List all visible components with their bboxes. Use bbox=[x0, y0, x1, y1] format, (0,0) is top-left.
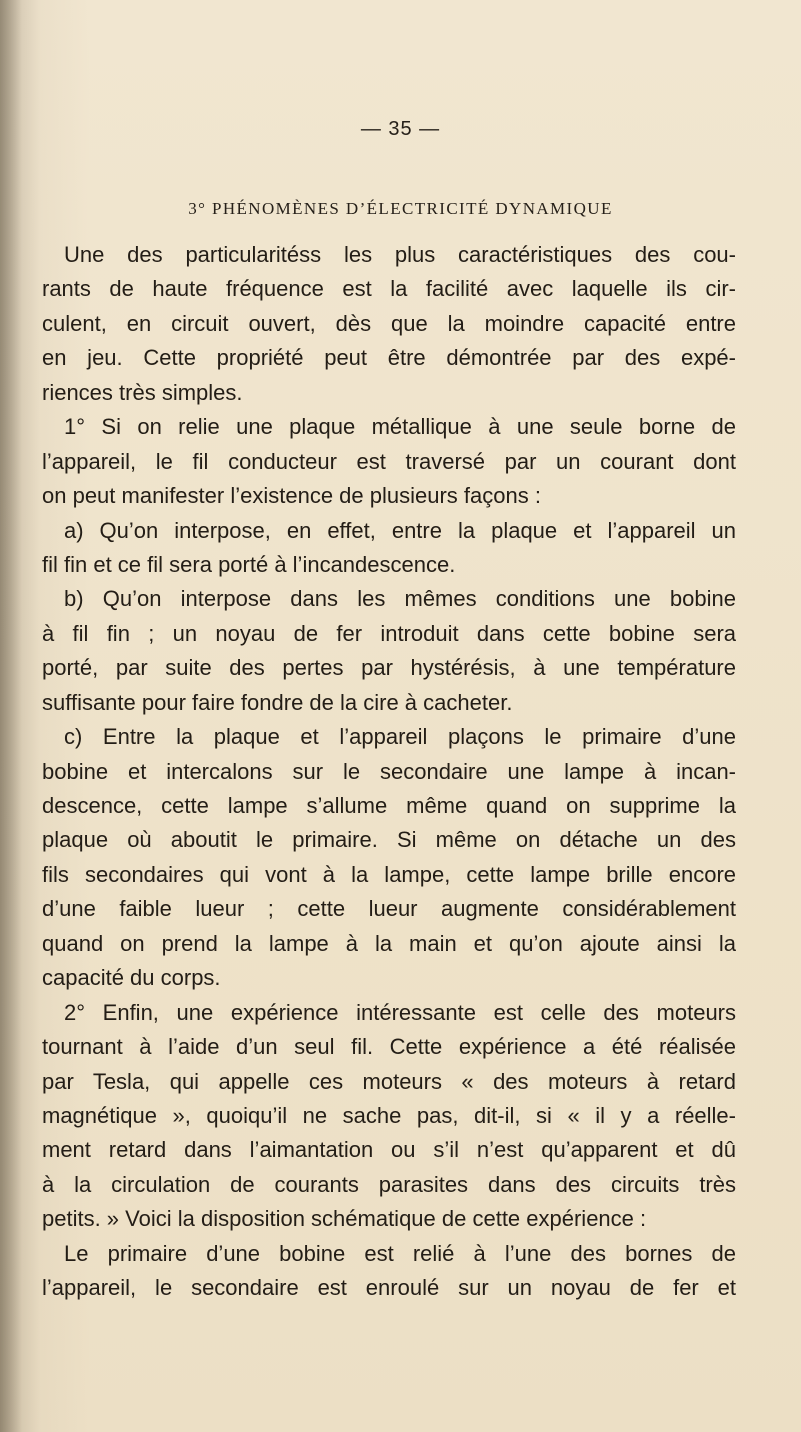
text-line: d’une faible lueur ; cette lueur augmente considérablement bbox=[42, 896, 736, 922]
text-line: b) Qu’on interpose dans les mêmes conditions une bobine bbox=[64, 586, 736, 612]
text-line: 1° Si on relie une plaque métallique à une seule borne de bbox=[64, 414, 736, 440]
page-number: — 35 — bbox=[360, 118, 441, 140]
text-line: capacité du corps. bbox=[42, 965, 221, 991]
text-line: c) Entre la plaque et l’appareil plaçons le primaire d’une bbox=[64, 724, 736, 750]
text-line: porté, par suite des pertes par hystérésis, à une température bbox=[42, 655, 736, 681]
text-line: Le primaire d’une bobine est relié à l’une des bornes de bbox=[64, 1240, 736, 1266]
text-line: a) Qu’on interpose, en effet, entre la plaque et l’appareil un bbox=[64, 517, 736, 543]
text-line: bobine et intercalons sur le secondaire une lampe à incan- bbox=[42, 758, 736, 784]
body-text bbox=[42, 238, 736, 1306]
text-line: riences très simples. bbox=[42, 379, 243, 405]
text-line: plaque où aboutit le primaire. Si même on détache un des bbox=[42, 827, 736, 853]
text-line: en jeu. Cette propriété peut être démontrée par des expé- bbox=[42, 345, 736, 371]
text-line: fil fin et ce fil sera porté à l’incandescence. bbox=[42, 551, 456, 577]
text-line: tournant à l’aide d’un seul fil. Cette expérience a été réalisée bbox=[42, 1034, 736, 1060]
text-line: Une des particularitéss les plus caractéristiques des cou- bbox=[64, 242, 736, 267]
text-line: à la circulation de courants parasites dans des circuits très bbox=[42, 1171, 736, 1197]
text-line: rants de haute fréquence est la facilité avec laquelle ils cir- bbox=[42, 276, 736, 302]
text-line: culent, en circuit ouvert, dès que la moindre capacité entre bbox=[42, 310, 736, 336]
text-line: l’appareil, le secondaire est enroulé sur un noyau de fer et bbox=[42, 1275, 736, 1301]
text-line: à fil fin ; un noyau de fer introduit dans cette bobine sera bbox=[42, 620, 736, 646]
text-line: magnétique », quoiqu’il ne sache pas, dit-il, si « il y a réelle- bbox=[42, 1102, 736, 1128]
text-line: fils secondaires qui vont à la lampe, cette lampe brille encore bbox=[42, 861, 736, 887]
text-line: ment retard dans l’aimantation ou s’il n’est qu’apparent et dû bbox=[42, 1137, 736, 1163]
text-line: descence, cette lampe s’allume même quand on supprime la bbox=[42, 793, 736, 818]
text-line: 2° Enfin, une expérience intéressante est celle des moteurs bbox=[64, 999, 736, 1025]
text-line: suffisante pour faire fondre de la cire à cacheter. bbox=[42, 689, 513, 715]
text-line: quand on prend la lampe à la main et qu’on ajoute ainsi la bbox=[42, 930, 736, 956]
section-heading: 3° PHÉNOMÈNES D’ÉLECTRICITÉ DYNAMIQUE bbox=[188, 199, 613, 218]
text-line: on peut manifester l’existence de plusieurs façons : bbox=[42, 483, 541, 509]
text-line: petits. » Voici la disposition schématique de cette expérience : bbox=[42, 1206, 647, 1232]
text-line: par Tesla, qui appelle ces moteurs « des moteurs à retard bbox=[42, 1068, 736, 1094]
text-line: l’appareil, le fil conducteur est traversé par un courant dont bbox=[42, 448, 736, 474]
